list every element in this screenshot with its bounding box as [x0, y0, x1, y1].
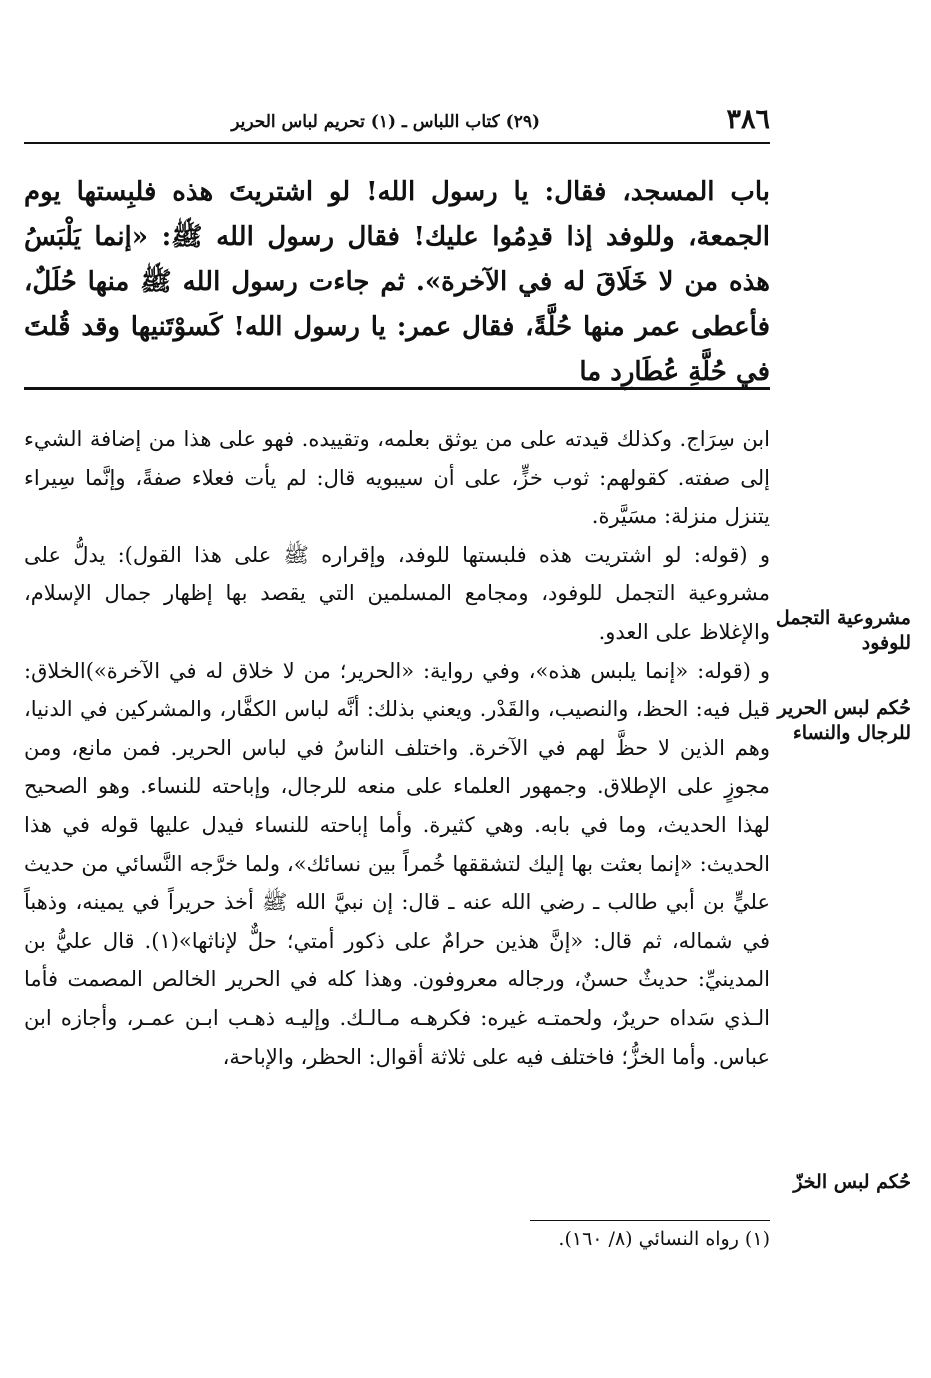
hadith-text: باب المسجد، فقال: يا رسول الله! لو اشتريتَ هذه فلبِستها يوم الجمعة، وللوفد إذا قدِمُوا عليك! فقال رسول الله ﷺ: «إنما يَلْبَسُ هذه من لا خَلَاقَ له في الآخرة». ثم جاءت رسول الله ﷺ منها حُلَلٌ، فأعطى عمر منها حُلَّةً، فقال عمر: يا رسول الله! كَسوْتَنيها وقد قُلتَ في حُلَّةِ عُطَارِد ما: [24, 177, 770, 387]
page-number: ٣٨٦: [726, 104, 770, 135]
commentary-paragraph: ابن سِرَاج. وكذلك قيدته على من يوثق بعلمه، وتقييده. فهو على هذا من إضافة الشيء إلى صفته. كقولهم: ثوب خزٍّ، على أن سيبويه قال: لم يأت فعلاء صفةً، وإنَّما سِيراء يتنزل منزلة: مسَيَّرة.: [24, 427, 770, 529]
margin-note: حُكم لبس الحرير للرجال والنساء: [777, 697, 911, 744]
commentary: [24, 420, 770, 1076]
margin-note: مشروعية التجمل للوفود: [775, 607, 911, 654]
running-title: (٢٩) كتاب اللباس ـ (١) تحريم لباس الحرير: [231, 112, 540, 132]
section-divider: [24, 387, 770, 390]
commentary-paragraph: و (قوله: «إنما يلبس هذه»، وفي رواية: «الحرير؛ من لا خلاق له في الآخرة»)الخلاق: قيل فيه: الحظ، والنصيب، والقَدْر. ويعني بذلك: أنَّه لباس الكفَّار، والمشركين في الدنيا، وهم الذين لا حظَّ لهم في الآخرة. واختلف الناسُ في لباس الحرير. فمن مانع، ومن مجوزٍ على الإطلاق. وجمهور العلماء على منعه للرجال، وإباحته للنساء. وهو الصحيح لهذا الحديث، وما في بابه. وهي كثيرة. وأما إباحته للنساء فيدل عليها قوله في هذا الحديث: «إنما بعثت بها إليك لتشققها خُمراً بين نسائك»، ولما خرَّجه النَّسائي من حديث عليٍّ بن أبي طالب ـ رضي الله عنه ـ قال: إن نبيَّ الله ﷺ أخذ حريراً في يمينه، وذهباً في شماله، ثم قال: «إنَّ هذين حرامٌ على ذكور أمتي؛ حلٌّ لإناثها»(١). قال عليُّ بن المدينيِّ: حديثٌ حسنٌ، ورجاله معروفون. وهذا كله في الحرير الخالص المصمت فأما الـذي سَداه حريرٌ، ولحمتـه غيره: فكرهـه مـالـك. وإليـه ذهـب ابـن عمـر، وأجازه ابن عباس. وأما الخزُّ؛ فاختلف فيه على ثلاثة أقوال: الحظر، والإباحة،: [24, 658, 771, 1069]
margin-note: حُكم لبس الخزّ: [793, 1171, 911, 1193]
header-rule: [24, 142, 770, 144]
commentary-paragraph: و (قوله: لو اشتريت هذه فلبستها للوفد، وإقراره ﷺ على هذا القول): يدلُّ على مشروعية التجمل للوفود، ومجامع المسلمين التي يقصد بها إظهار جمال الإسلام، والإغلاظ على العدو.: [24, 542, 770, 644]
footnote-rule: [530, 1220, 770, 1221]
footnote: (١) رواه النسائي (٨/ ١٦٠).: [558, 1228, 770, 1250]
page-header: [24, 104, 770, 142]
